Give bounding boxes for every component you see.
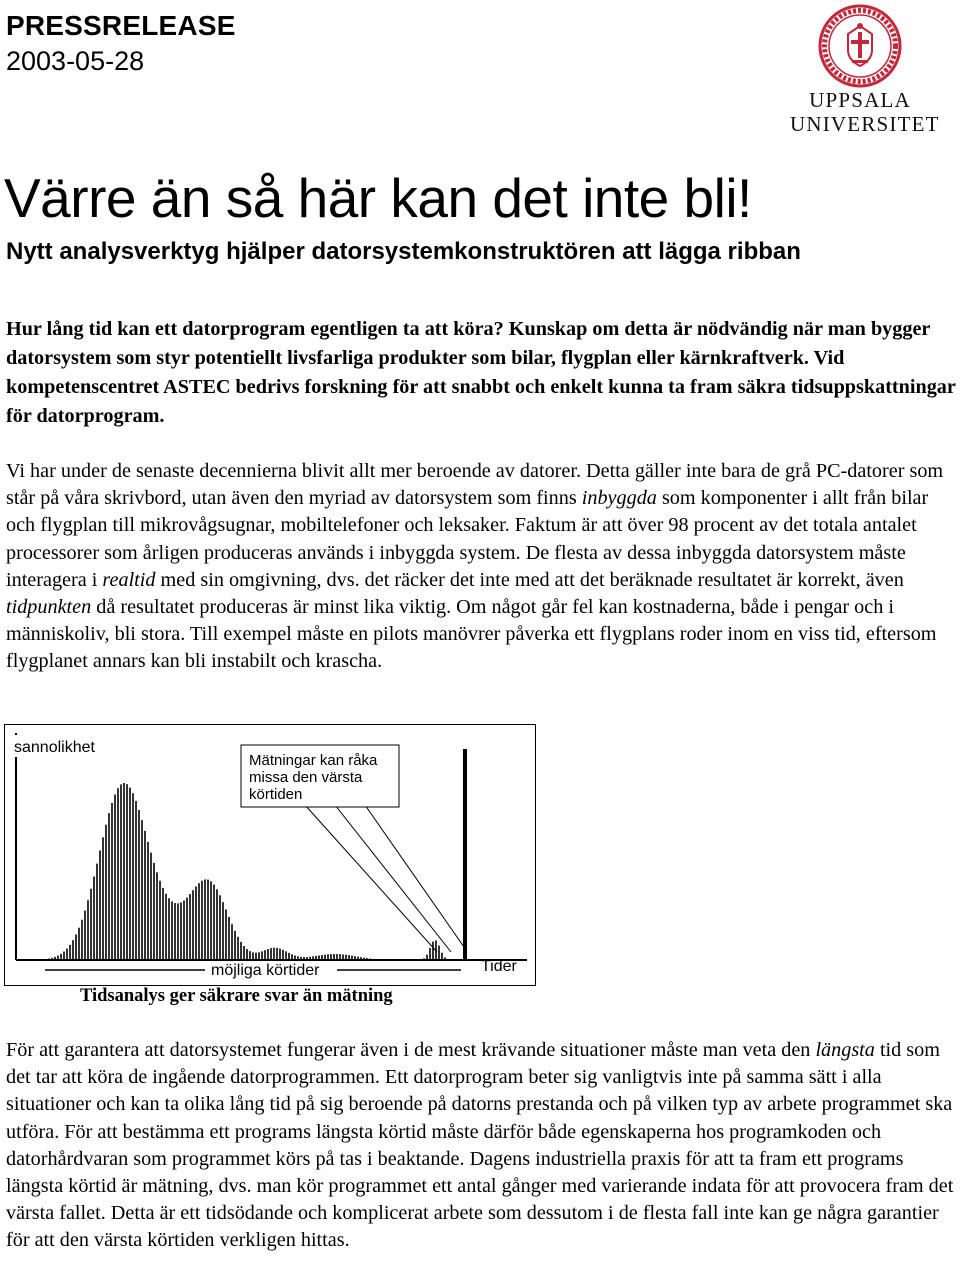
distribution-bars xyxy=(49,783,445,960)
emphasis-text: längsta xyxy=(815,1039,875,1061)
body-text: tid som det tar att köra de ingående datorprogrammen. Ett datorprogram beter sig vanligtvis inte på samma sätt i alla situationer och kan ta olika lång tid på sig beroende på datorns prestanda och på vilken typ av arbete programmet ska utföra. För att bestämma ett programs längsta körtid måste därför både egenskaperna hos programkoden och datorhårdvaran som programmet körs på tas i beaktande. Dagens industriella praxis för att ta fram ett programs längsta körtid är mätning, dvs. man kör programmet ett antal gånger med varierande indata för att provocera fram det värsta fallet. Detta är ett tidsödande och komplicerat arbete som dessutom i de flesta fall inte kan ge några garantier för att den värsta körtiden verkligen hittas. xyxy=(6,1039,954,1252)
x-axis-label: möjliga körtider xyxy=(211,962,320,979)
y-axis-label: sannolikhet xyxy=(14,739,95,756)
callout-text: missa den värsta xyxy=(249,769,363,786)
emphasis-text: tidpunkten xyxy=(6,596,92,619)
logo-text-line-2: UNIVERSITET xyxy=(790,112,940,136)
subheadline: Nytt analysverktyg hjälper datorsystemkonstruktören att lägga ribban xyxy=(6,238,801,265)
callout-text: körtiden xyxy=(249,786,303,803)
logo-text-line-1: UPPSALA xyxy=(809,88,911,112)
emphasis-text: realtid xyxy=(102,568,156,591)
figure-caption: Tidsanalys ger säkrare svar än mätning xyxy=(80,986,393,1006)
lead-paragraph: Hur lång tid kan ett datorprogram egentligen ta att köra? Kunskap om detta är nödvändig när man bygger datorsystem som styr potentiellt livsfarliga produkter som bilar, flygplan eller kärnkraftverk. Vid kompetenscentret ASTEC bedrivs forskning för att snabbt och enkelt kunna ta fram säkra tidsuppskattningar för datorprogram. xyxy=(6,318,956,427)
callout-line xyxy=(305,805,437,952)
uppsala-university-logo xyxy=(790,4,940,138)
execution-time-figure xyxy=(4,724,536,986)
headline: Värre än så här kan det inte bli! xyxy=(4,167,752,229)
emphasis-text: inbyggda xyxy=(581,487,657,510)
university-seal-icon xyxy=(818,4,902,88)
body-text: Vi har under de senaste decennierna blivit allt mer beroende av datorer. Detta gäller inte bara de grå PC-datorer som står på våra skrivbord, utan även den myriad av datorsystem som finns xyxy=(6,460,944,510)
release-date: 2003-05-28 xyxy=(6,46,145,76)
body-text: då resultatet produceras är minst lika viktig. Om något går fel kan kostnaderna, både i pengar och i människoliv, bli stora. Till exempel måste en pilots manövrer påverka ett flygplans roder inom en viss tid, eftersom flygplanet annars kan bli instabilt och krascha. xyxy=(6,596,937,673)
callout-line xyxy=(335,805,451,952)
axis-end-label: Tider xyxy=(481,958,517,975)
body-text: med sin omgivning, dvs. det räcker det inte med att det beräknade resultatet är korrekt, även xyxy=(155,568,904,591)
worst-case-marker xyxy=(463,749,467,960)
body-text: För att garantera att datorsystemet fungerar även i de mest krävande situationer måste man veta den xyxy=(6,1039,816,1061)
body-text: som komponenter i allt från bilar och flygplan till mikrovågsugnar, mobiltelefoner och leksaker. Faktum är att över 98 procent av det totala antalet processorer som årligen produceras används i inbyggda system. De flesta av dessa inbyggda datorsystem måste interagera i xyxy=(6,487,929,591)
body-paragraph-2 xyxy=(6,1037,956,1255)
body-paragraph-1 xyxy=(6,458,956,676)
press-release-label: PRESSRELEASE xyxy=(6,10,236,41)
callout-line xyxy=(365,805,464,947)
callout-text: Mätningar kan råka xyxy=(249,752,378,769)
